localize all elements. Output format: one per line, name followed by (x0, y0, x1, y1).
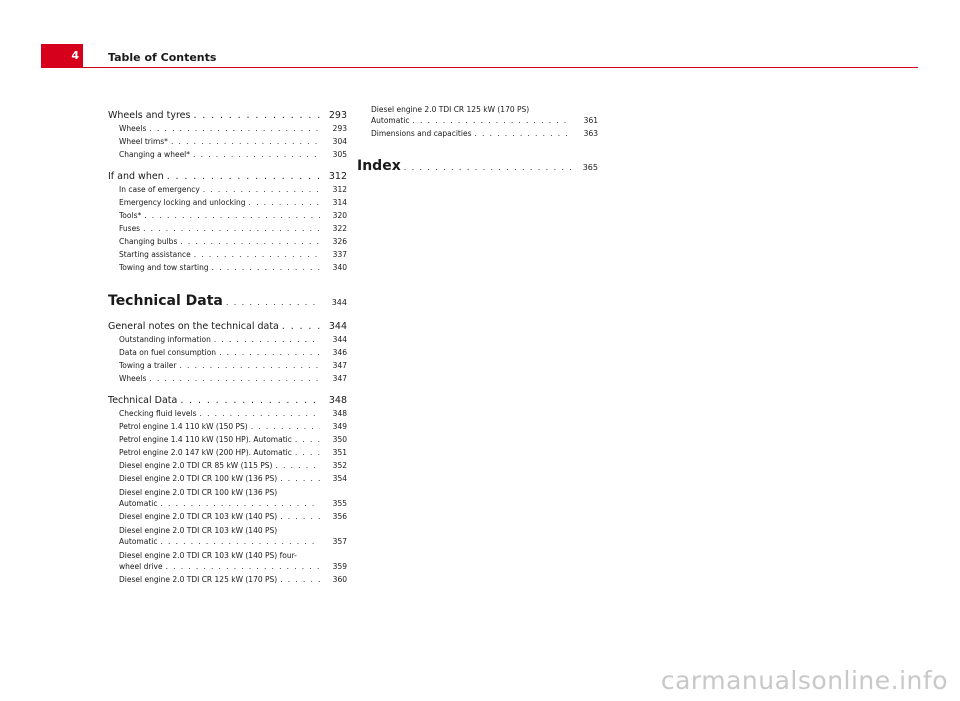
toc-entry-wheels-and-tyres[interactable]: Wheels and tyres . . . 293 (108, 110, 347, 124)
toc-subentry[interactable]: Automatic . . . 357 (108, 537, 347, 550)
toc-subentry[interactable]: Petrol engine 1.4 110 kW (150 PS) . . . 349 (108, 422, 347, 435)
toc-subentry-wrap-line[interactable]: Diesel engine 2.0 TDI CR 103 kW (140 PS) four- (119, 551, 297, 560)
toc-subentry[interactable]: Wheel trims* . . . 304 (108, 137, 347, 150)
toc-subentry[interactable]: wheel drive . . . 359 (108, 562, 347, 575)
toc-subentry[interactable]: Starting assistance . . . 337 (108, 250, 347, 263)
toc-subentry[interactable]: Diesel engine 2.0 TDI CR 100 kW (136 PS) . . . 354 (108, 474, 347, 487)
toc-subentry[interactable]: Towing and tow starting . . . 340 (108, 263, 347, 276)
toc-subentry[interactable]: Changing a wheel* . . . 305 (108, 150, 347, 163)
toc-entry-if-and-when[interactable]: If and when . . . 312 (108, 171, 347, 185)
toc-entry-technical-data[interactable]: Technical Data . . . 348 (108, 395, 347, 409)
toc-subentry[interactable]: Data on fuel consumption . . . 346 (108, 348, 347, 361)
toc-subentry[interactable]: Checking fluid levels . . . 348 (108, 409, 347, 422)
toc-subentry[interactable]: Diesel engine 2.0 TDI CR 125 kW (170 PS) . . . 360 (108, 575, 347, 588)
toc-chapter-index[interactable]: Index . . . 365 (357, 158, 598, 178)
toc-subentry[interactable]: Fuses . . . 322 (108, 224, 347, 237)
toc-subentry[interactable]: Automatic . . . 355 (108, 499, 347, 512)
toc-subentry[interactable]: Diesel engine 2.0 TDI CR 85 kW (115 PS) . . . 352 (108, 461, 347, 474)
toc-subentry[interactable]: Diesel engine 2.0 TDI CR 103 kW (140 PS) . . . 356 (108, 512, 347, 525)
toc-subentry[interactable]: Petrol engine 2.0 147 kW (200 HP). Automatic . . . 351 (108, 448, 347, 461)
toc-entry-general-notes[interactable]: General notes on the technical data . . . 344 (108, 321, 347, 335)
toc-chapter-technical-data[interactable]: Technical Data . . . 344 (108, 293, 347, 313)
toc-subentry[interactable]: Automatic . . . 361 (357, 116, 598, 129)
header-rule (41, 67, 918, 68)
toc-subentry-wrap-line[interactable]: Diesel engine 2.0 TDI CR 100 kW (136 PS) (119, 488, 278, 497)
toc-subentry[interactable]: Changing bulbs . . . 326 (108, 237, 347, 250)
toc-subentry[interactable]: Emergency locking and unlocking . . . 314 (108, 198, 347, 211)
toc-left-column (108, 110, 347, 588)
toc-subentry-wrap-line[interactable]: Diesel engine 2.0 TDI CR 103 kW (140 PS) (119, 526, 278, 535)
page-header-title: Table of Contents (108, 51, 217, 64)
toc-subentry[interactable]: Petrol engine 1.4 110 kW (150 HP). Automatic . . . 350 (108, 435, 347, 448)
toc-subentry[interactable]: Wheels . . . 347 (108, 374, 347, 387)
page-number-badge: 4 (41, 44, 83, 68)
toc-right-column (357, 104, 598, 184)
toc-subentry[interactable]: Tools* . . . 320 (108, 211, 347, 224)
toc-subentry[interactable]: Wheels . . . 293 (108, 124, 347, 137)
watermark-text: carmanualsonline.info (660, 666, 948, 695)
toc-subentry[interactable]: Outstanding information . . . 344 (108, 335, 347, 348)
toc-subentry[interactable]: Dimensions and capacities . . . 363 (357, 129, 598, 142)
toc-subentry[interactable]: In case of emergency . . . 312 (108, 185, 347, 198)
toc-subentry-wrap-line[interactable]: Diesel engine 2.0 TDI CR 125 kW (170 PS) (371, 105, 530, 114)
toc-subentry[interactable]: Towing a trailer . . . 347 (108, 361, 347, 374)
